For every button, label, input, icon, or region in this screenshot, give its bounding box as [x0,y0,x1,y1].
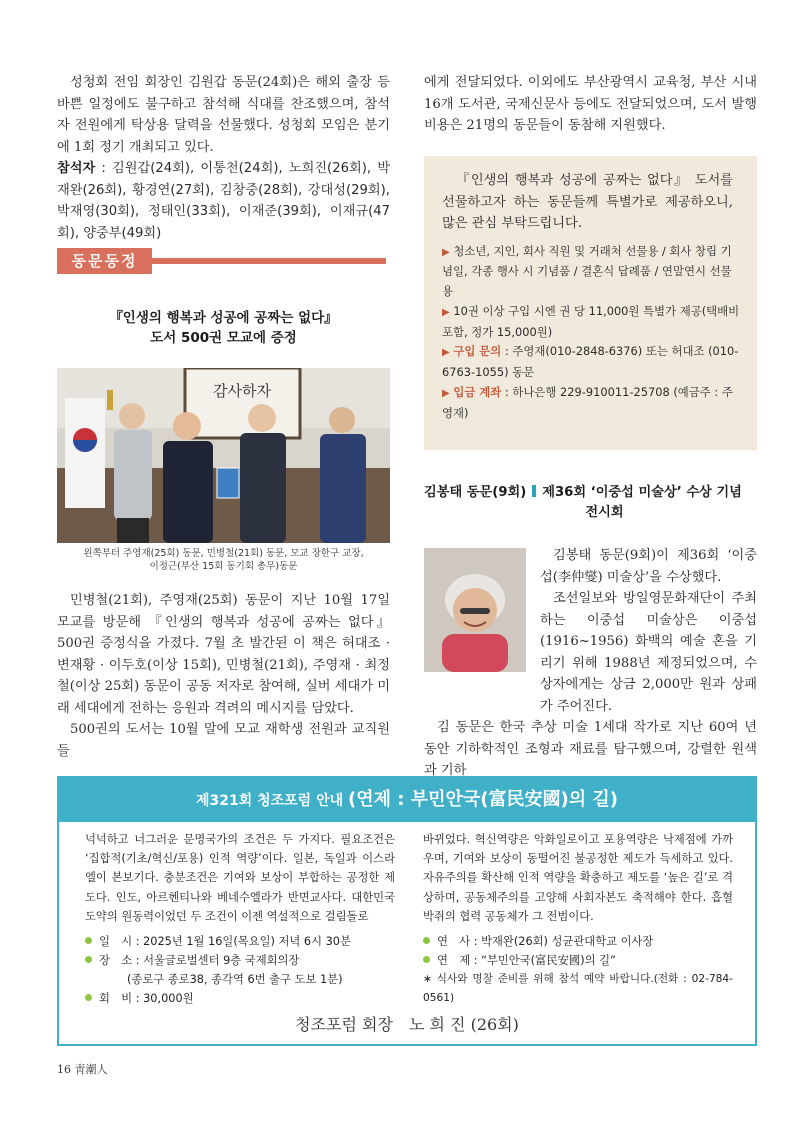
photo-sign-text: 감사하자 [213,382,271,400]
forum-place-detail: (종로구 종로38, 종각역 6번 출구 도보 1분) [127,973,343,987]
forum-topic: 연 제 : “부민안국(富民安國)의 길” [437,954,616,968]
article-title-line2: 도서 500권 모교에 증정 [150,330,297,346]
forum-notice: ∗ 식사와 명찰 준비를 위해 참석 예약 바랍니다.(전화 : 02-784-0561) [423,973,733,1005]
promo-inquiry-label: 구입 문의 [453,344,502,359]
forum-header-title: 제321회 청조포럼 안내 [195,793,349,809]
forum-place-row [85,951,395,970]
forum-date: 일 시 : 2025년 1월 16일(목요일) 저녁 6시 30분 [99,935,351,949]
article-headline [57,308,390,348]
attendees-label: 참석자 [57,161,96,176]
forum-date-row [85,932,395,951]
bullet-dot-icon [85,956,92,963]
left-intro [57,72,390,244]
forum-chair-signature: 청조포럼 회장 노 희 진 (26회) [295,1015,519,1034]
intro-paragraph: 성청회 전임 회장인 김원갑 동문(24회)은 해외 출장 등 바쁜 일정에도 불구하고 참석해 식대를 찬조했으며, 참석자 전원에게 탁상용 달력을 선물했다. 성청회 모임은 분기에 1회 정기 개최되고 있다. [57,75,390,155]
bullet-dot-icon [423,937,430,944]
article-body [57,590,390,762]
exhibit-headline [424,483,757,523]
triangle-bullet-icon: ▶ [442,306,450,318]
forum-left-column [85,830,395,1008]
section-divider [152,258,386,264]
forum-topic-row [423,951,733,970]
forum-place: 장 소 : 서울글로벌센터 9층 국제회의장 [99,954,300,968]
article-continued [424,72,757,137]
triangle-bullet-icon: ▶ [442,246,450,258]
bullet-dot-icon [423,956,430,963]
article-title-line1: 『인생의 행복과 성공에 공짜는 없다』 [109,310,338,326]
promo-bullet-price [442,302,741,343]
forum-header [59,778,755,822]
forum-left-text: 넉넉하고 너그러운 문명국가의 조건은 두 가지다. 필요조건은 ‘집합적(기초/혁신/포용) 인적 역량’이다. 일본, 독일과 이스라엘이 본보기다. 충분조건은 기여와 보상이 부합하는 공정한 제도다. 인도, 아르헨티나와 베네수엘라가 반면교사다. 대한민국 도약의 원동력이었던 두 조건이 이젠 역설적으로 걸림돌로 [85,833,395,923]
bullet-dot-icon [85,937,92,944]
exhibit-paragraph1: 김봉태 동문(9회)이 제36회 ‘이중섭(李仲燮) 미술상’을 수상했다. [540,548,757,585]
exhibit-title-part2: 전시회 [585,505,624,520]
article-continued-paragraph: 에게 전달되었다. 이외에도 부산광역시 교육청, 부산 시내 16개 도서관, 국제신문사 등에도 전달되었으며, 도서 발행 비용은 21명의 동문들이 동참해 지원했다. [424,75,757,133]
forum-speaker-row [423,932,733,951]
forum-right-text: 바뀌었다. 혁신역량은 악화일로이고 포용역량은 낙제점에 가까우며, 기여와 보상이 동떨어진 불공정한 제도가 득세하고 있다. 자유주의를 확산해 인적 역량을 확충하고 제도를 ‘높은 길’로 격상하며, 공동체주의를 고양해 사회자본도 축적해야 한다. 흡혈박쥐의 협력 공동체가 그 전범이다. [423,833,733,923]
bullet-dot-icon [85,994,92,1001]
promo-inquiry-text: : 주영재(010-2848-6376) 또는 허대조 (010-6763-1055) 동문 [442,344,739,380]
title-separator-bar [532,485,536,497]
promo-account-label: 입금 계좌 [453,385,502,400]
promo-account-text: : 하나은행 229-910011-25708 (예금주 : 주영재) [442,385,733,420]
book-donation-photo [57,368,390,543]
page-footer: 16 靑潮人 [57,1063,108,1076]
promo-bullet-uses [442,242,741,302]
forum-header-topic: (연제 : 부민안국(富民安國)의 길) [348,789,619,810]
attendees-list: : 김원갑(24회), 이통천(24회), 노희진(26회), 박재완(26회), 황경연(27회), 김창중(28회), 강대성(29회), 박재영(30회), 정태인(33회), 이재준(39회), 이재규(47회), 양중부(49회) [57,161,390,241]
forum-fee-row [85,989,395,1008]
forum-right-column [423,830,733,1008]
forum-speaker: 연 사 : 박재완(26회) 성균관대학교 이사장 [437,935,654,949]
promo-bullet-inquiry [442,342,741,383]
attendees-paragraph [57,158,390,244]
forum-fee: 회 비 : 30,000원 [99,992,194,1006]
section-tag: 동문동정 [57,248,152,274]
exhibit-title-part1: 제36회 ‘이중섭 미술상’ 수상 기념 [542,485,742,500]
article-paragraph2: 500권의 도서는 10월 말에 모교 재학생 전원과 교직원들 [57,722,390,759]
exhibit-paragraph2: 조선일보와 방일영문화재단이 주최하는 이중섭 미술상은 이중섭(1916~1956) 화백의 예술 혼을 기리기 위해 1988년 제정되었으며, 수상자에게는 상금 2,000만 원과 상패가 주어진다. [540,591,757,714]
caption-line1: 왼쪽부터 주영재(25회) 동문, 민병철(21회) 동문, 모교 장한구 교장, [83,548,364,559]
promo-price-text: 10권 이상 구입 시엔 권 당 11,000원 특별가 제공(택배비 포함, 정가 15,000원) [442,303,740,339]
article-paragraph1: 민병철(21회), 주영재(25회) 동문이 지난 10월 17일 모교를 방문해 『인생의 행복과 성공에 공짜는 없다』 500권 증정식을 가졌다. 7월 초 발간된 이 책은 허대조 · 변재황 · 이두호(이상 15회), 민병철(21회), 주영재 · 최정철(이상 25회) 동문이 공동 저자로 참여해, 실버 세대가 미래 세대에게 전하는 응원과 격려의 메시지를 담았다. [57,593,390,716]
exhibit-title-name: 김봉태 동문(9회) [424,485,527,500]
forum-notice-box [57,776,757,1046]
triangle-bullet-icon: ▶ [442,347,450,359]
promo-bullet-account [442,383,741,424]
exhibit-paragraph3: 김 동문은 한국 추상 미술 1세대 작가로 지난 60여 년 동안 기하학적인 조형과 재료를 탐구했으며, 강렬한 원색과 기하 [424,720,757,778]
triangle-bullet-icon: ▶ [442,388,450,400]
book-promo-box [424,156,757,450]
exhibit-body [424,545,757,782]
photo-caption [57,547,390,573]
photo-illustration [57,368,390,543]
caption-line2: 이정근(부산 15회 동기회 총무)동문 [149,561,298,572]
promo-intro: 『인생의 행복과 성공에 공짜는 없다』 도서를 선물하고자 하는 동문들께 특별가로 제공하오니, 많은 관심 부탁드립니다. [442,173,733,231]
promo-uses-text: 청소년, 지인, 회사 직원 및 거래처 선물용 / 회사 창립 기념일, 각종 행사 시 기념품 / 결혼식 답례품 / 연말연시 선물용 [442,243,732,299]
